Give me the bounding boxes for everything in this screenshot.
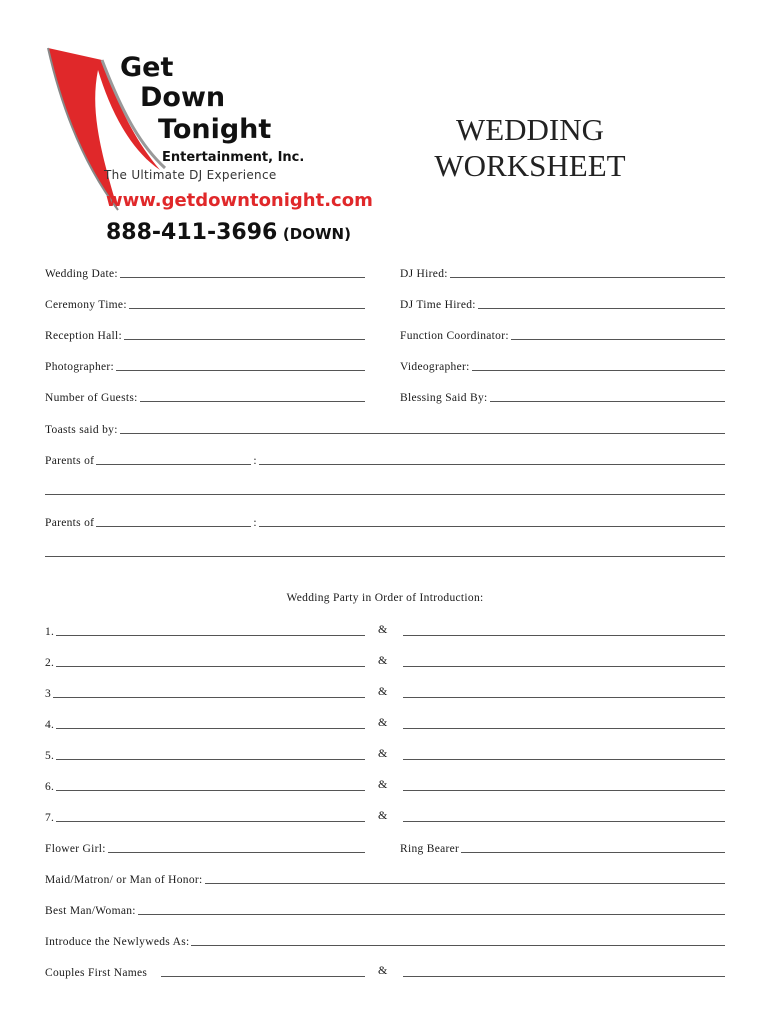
reception-hall-line[interactable] <box>124 326 365 340</box>
logo-tagline: The Ultimate DJ Experience <box>104 168 277 182</box>
reception-hall-field[interactable] <box>45 324 365 342</box>
dj-hired-field[interactable] <box>400 262 725 280</box>
videographer-label: Videographer: <box>400 361 470 373</box>
parents-of-name-line-2[interactable] <box>96 513 251 527</box>
introduce-newlyweds-label: Introduce the Newlyweds As: <box>45 936 190 948</box>
party-row-6-left[interactable] <box>45 775 365 793</box>
party-ampersand: & <box>378 777 388 791</box>
phone-digits: 888-411-3696 <box>106 220 278 245</box>
parents-of-field-1[interactable] <box>45 449 725 467</box>
party-number: 1. <box>45 626 55 638</box>
party-row-2-left[interactable] <box>45 651 365 669</box>
function-coordinator-label: Function Coordinator: <box>400 330 509 342</box>
party-line-left[interactable] <box>53 684 365 698</box>
party-row-1-right[interactable] <box>403 620 725 638</box>
logo-word-tonight: Tonight <box>158 114 272 145</box>
number-of-guests-line[interactable] <box>140 388 365 402</box>
toasts-said-by-line[interactable] <box>120 420 725 434</box>
parents-extra-line-1[interactable] <box>45 494 725 495</box>
function-coordinator-field[interactable] <box>400 324 725 342</box>
logo-word-down: Down <box>140 82 226 113</box>
party-row-2-right[interactable] <box>403 651 725 669</box>
website-link[interactable]: www.getdowntonight.com <box>106 190 373 211</box>
parents-of-names-line-1[interactable] <box>259 451 725 465</box>
toasts-said-by-label: Toasts said by: <box>45 424 118 436</box>
maid-of-honor-line[interactable] <box>205 870 725 884</box>
parents-of-colon-2: : <box>253 517 257 529</box>
party-row-4-left[interactable] <box>45 713 365 731</box>
reception-hall-label: Reception Hall: <box>45 330 122 342</box>
blessing-said-by-line[interactable] <box>490 388 725 402</box>
dj-hired-line[interactable] <box>450 264 725 278</box>
ring-bearer-label: Ring Bearer <box>400 843 460 855</box>
party-ampersand: & <box>378 746 388 760</box>
best-man-field[interactable] <box>45 899 725 917</box>
videographer-field[interactable] <box>400 355 725 373</box>
wedding-date-field[interactable] <box>45 262 365 280</box>
party-row-7-right[interactable] <box>403 806 725 824</box>
company-logo <box>40 40 340 250</box>
party-number: 4. <box>45 719 55 731</box>
party-row-1-left[interactable] <box>45 620 365 638</box>
party-row-5-left[interactable] <box>45 744 365 762</box>
couples-first-names-label: Couples First Names <box>45 967 148 979</box>
parents-of-colon-1: : <box>253 455 257 467</box>
party-line-right[interactable] <box>403 715 725 729</box>
parents-of-field-2[interactable] <box>45 511 725 529</box>
flower-girl-field[interactable] <box>45 837 365 855</box>
phone-word: (DOWN) <box>282 225 351 243</box>
party-ampersand: & <box>378 653 388 667</box>
party-number: 2. <box>45 657 55 669</box>
parents-of-names-line-2[interactable] <box>259 513 725 527</box>
photographer-field[interactable] <box>45 355 365 373</box>
party-line-left[interactable] <box>56 777 365 791</box>
wedding-party-heading: Wedding Party in Order of Introduction: <box>286 592 484 604</box>
number-of-guests-field[interactable] <box>45 386 365 404</box>
toasts-said-by-field[interactable] <box>45 418 725 436</box>
videographer-line[interactable] <box>472 357 725 371</box>
party-number: 7. <box>45 812 55 824</box>
function-coordinator-line[interactable] <box>511 326 725 340</box>
logo-word-entertainment: Entertainment, Inc. <box>162 150 305 165</box>
party-line-left[interactable] <box>56 715 365 729</box>
party-row-5-right[interactable] <box>403 744 725 762</box>
parents-of-label-2: Parents of <box>45 517 95 529</box>
ceremony-time-label: Ceremony Time: <box>45 299 127 311</box>
ring-bearer-line[interactable] <box>461 839 725 853</box>
party-row-7-left[interactable] <box>45 806 365 824</box>
maid-of-honor-label: Maid/Matron/ or Man of Honor: <box>45 874 203 886</box>
dj-time-hired-label: DJ Time Hired: <box>400 299 476 311</box>
introduce-newlyweds-line[interactable] <box>191 932 725 946</box>
best-man-line[interactable] <box>138 901 725 915</box>
title-line-1: WEDDING <box>455 112 605 147</box>
parents-extra-line-2[interactable] <box>45 556 725 557</box>
title-line-2: WORKSHEET <box>434 148 626 183</box>
maid-of-honor-field[interactable] <box>45 868 725 886</box>
flower-girl-label: Flower Girl: <box>45 843 106 855</box>
blessing-said-by-label: Blessing Said By: <box>400 392 488 404</box>
party-line-right[interactable] <box>403 808 725 822</box>
wedding-date-label: Wedding Date: <box>45 268 118 280</box>
party-ampersand: & <box>378 808 388 822</box>
party-line-left[interactable] <box>56 808 365 822</box>
party-line-right[interactable] <box>403 622 725 636</box>
couples-first-names-field[interactable] <box>45 961 365 979</box>
dj-time-hired-line[interactable] <box>478 295 725 309</box>
party-row-3-right[interactable] <box>403 682 725 700</box>
couples-ampersand: & <box>378 963 388 977</box>
party-number: 3 <box>45 688 52 700</box>
party-number: 5. <box>45 750 55 762</box>
party-row-4-right[interactable] <box>403 713 725 731</box>
party-ampersand: & <box>378 715 388 729</box>
ceremony-time-field[interactable] <box>45 293 365 311</box>
party-line-right[interactable] <box>403 777 725 791</box>
party-ampersand: & <box>378 622 388 636</box>
couples-first-names-line-right[interactable] <box>403 963 725 977</box>
party-line-right[interactable] <box>403 746 725 760</box>
number-of-guests-label: Number of Guests: <box>45 392 138 404</box>
photographer-line[interactable] <box>116 357 365 371</box>
party-ampersand: & <box>378 684 388 698</box>
party-row-3-left[interactable] <box>45 682 365 700</box>
introduce-newlyweds-field[interactable] <box>45 930 725 948</box>
party-number: 6. <box>45 781 55 793</box>
couples-first-names-line-left[interactable] <box>161 963 365 977</box>
couples-first-names-right[interactable] <box>403 961 725 979</box>
party-line-left[interactable] <box>56 653 365 667</box>
wedding-date-line[interactable] <box>120 264 365 278</box>
parents-of-name-line-1[interactable] <box>96 451 251 465</box>
best-man-label: Best Man/Woman: <box>45 905 136 917</box>
page-title <box>420 112 640 184</box>
parents-of-label-1: Parents of <box>45 455 95 467</box>
party-line-left[interactable] <box>56 622 365 636</box>
photographer-label: Photographer: <box>45 361 115 373</box>
ring-bearer-field[interactable] <box>400 837 725 855</box>
party-line-left[interactable] <box>56 746 365 760</box>
party-line-right[interactable] <box>403 653 725 667</box>
phone-number <box>106 220 351 245</box>
logo-word-get: Get <box>120 52 174 83</box>
logo-swoosh-graphic <box>40 40 340 250</box>
ceremony-time-line[interactable] <box>129 295 365 309</box>
dj-hired-label: DJ Hired: <box>400 268 448 280</box>
party-line-right[interactable] <box>403 684 725 698</box>
dj-time-hired-field[interactable] <box>400 293 725 311</box>
flower-girl-line[interactable] <box>108 839 365 853</box>
blessing-said-by-field[interactable] <box>400 386 725 404</box>
party-row-6-right[interactable] <box>403 775 725 793</box>
